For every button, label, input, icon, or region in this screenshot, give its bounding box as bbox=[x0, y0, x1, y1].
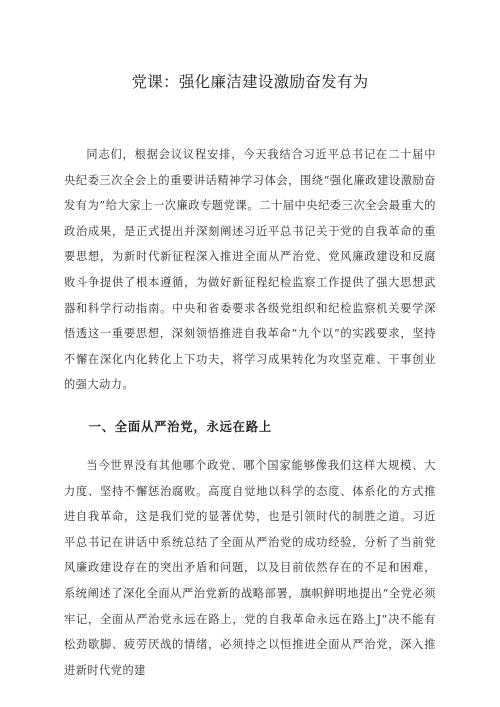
section-paragraph: 当今世界没有其他哪个政党、哪个国家能够像我们这样大规模、大力度、坚持不懈惩治腐败。高度自觉地以科学的态度、体系化的方式推进自我革命，这是我们党的显著优势，也是引领时代的制胜之道。习近平总书记在讲话中系统总结了全面从严治党的成功经验，分析了当前党风廉政建设存在的突出矛盾和问题，以及目前依然存在的不足和困难，系统阐述了深化全面从严治党新的战略部署，旗帜鲜明地提出“全党必须牢记，全面从严治党永远在路上，党的自我革命永远在路上J”决不能有松劲歇脚、疲劳厌战的情绪，必须持之以恒推进全面从严治党，深入推进新时代党的建 bbox=[64, 458, 436, 677]
document-title: 党课：强化廉洁建设激励奋发有为 bbox=[131, 73, 369, 91]
intro-paragraph: 同志们，根据会议议程安排，今天我结合习近平总书记在二十届中央纪委三次全会上的重要讲话精神学习体会，围绕“强化廉政建设激励奋发有为”给大家上一次廉政专题党课。二十届中央纪委三次全会最重大的政治成果，是正式提出并深刻阐述习近平总书记关于党的自我革命的重要思想，为新时代新征程深入推进全面从严治党、党风廉政建设和反腐败斗争提供了根本遵循，为做好新征程纪检监察工作提供了强大思想武器和科学行动指南。中央和省委要求各级党组织和纪检监察机关要学深悟透这一重要思想，深刻领悟推进自我革命“九个以”的实践要求，坚持不懈在深化内化转化上下功夫，将学习成果转化为攻坚克难、干事创业的强大动力。 bbox=[64, 148, 436, 392]
section-heading: 一、全面从严治党，永远在路上 bbox=[88, 418, 272, 434]
